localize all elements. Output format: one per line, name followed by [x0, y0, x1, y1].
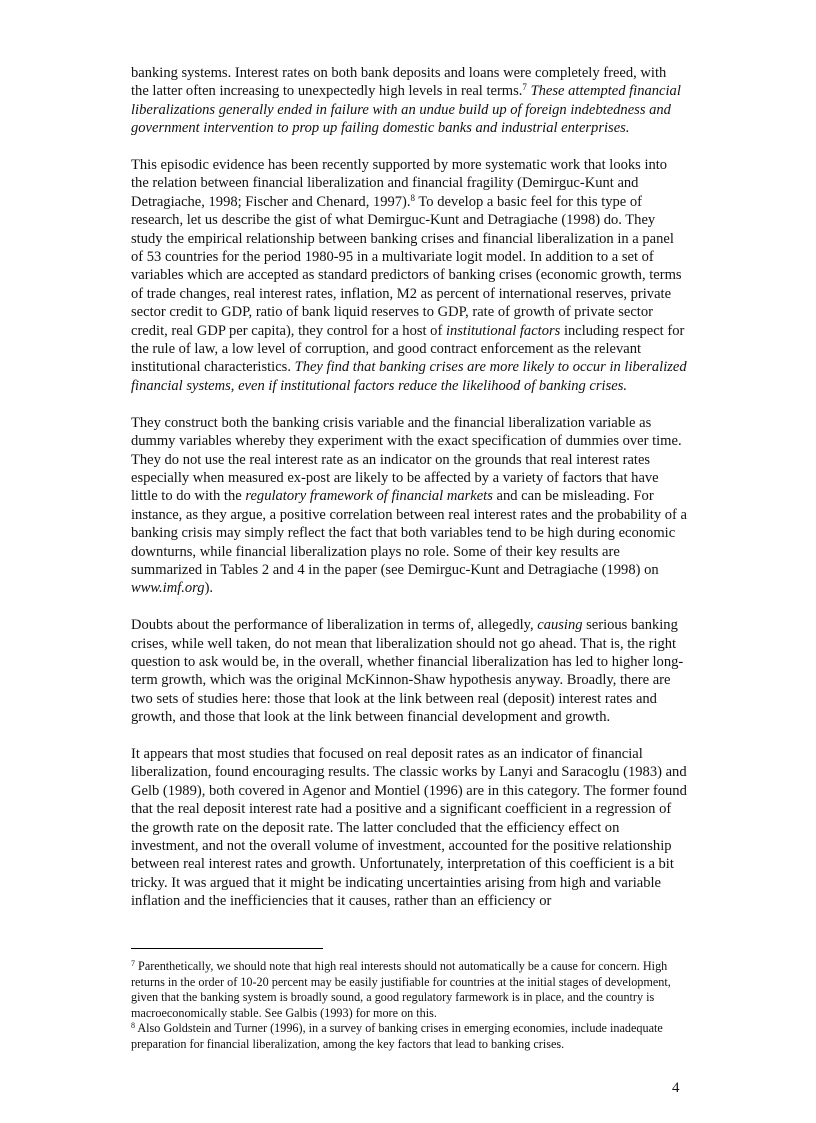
text-run: They construct both the banking crisis variable and the financial liberalization variable as dummy variables whereby they experiment with the exact specification of dummies over time. They do not use the real interest rate as an indicator on the grounds that real interest rates especially when measured ex-post are likely to be affected by a variety of factors that have little to do with the: [131, 414, 682, 505]
emphasis-text: These attempted financial liberalizations generally ended in failure with an undue build up of foreign indebtedness and government intervention to prop up failing domestic banks and industrial enterprises.: [131, 83, 681, 137]
footnote-separator: [131, 948, 323, 949]
emphasis-text: regulatory framework of financial markets: [245, 488, 493, 505]
footnote-text: Parenthetically, we should note that high real interests should not automatically be a cause for concern. High returns in the order of 10-20 percent may be easily justifiable for countries at the initial stages of development, given that the banking system is broadly sound, a good regulatory farmework is in place, and the country is macroeconomically stable. See Galbis (1993) for more on this.: [131, 959, 671, 1020]
footnote-7: [131, 959, 687, 1021]
text-run: serious banking crises, while well taken, do not mean that liberalization should not go ahead. That is, the right question to ask would be, in the overall, whether financial liberalization has led to higher long-term growth, which was the original McKinnon-Shaw hypothesis anyway. Broadly, there are two sets of studies here: those that look at the link between real (deposit) interest rates and growth, and those that look at the link between financial development and growth.: [131, 617, 684, 726]
text-run: banking systems. Interest rates on both bank deposits and loans were completely freed, with the latter often increasing to unexpectedly high levels in real terms.: [131, 65, 667, 100]
page-number: 4: [672, 1080, 680, 1096]
paragraph: [131, 745, 687, 911]
text-run: including respect for the rule of law, a low level of corruption, and good contract enforcement as the relevant institutional characteristics.: [131, 322, 685, 376]
paragraph: [131, 64, 687, 138]
text-run: Doubts about the performance of liberalization in terms of, allegedly,: [131, 617, 538, 634]
footnotes: [131, 959, 687, 1052]
paragraph: [131, 414, 687, 598]
footnote-number: 8: [131, 1021, 135, 1030]
paragraph: [131, 616, 687, 726]
text-run: To develop a basic feel for this type of research, let us describe the gist of what Demirguc-Kunt and Detragiache (1998) do. They study the empirical relationship between banking crises and financial liberalization in a panel of 53 countries for the period 1980-95 in a multivariate logit model. In addition to a set of variables which are accepted as standard predictors of banking crises (economic growth, terms of trade changes, real interest rates, inflation, M2 as percent of international reserves, private sector credit to GDP, ratio of bank liquid reserves to GDP, rate of growth of private sector credit, real GDP per capita), they control for a host of: [131, 193, 682, 339]
text-run: It appears that most studies that focused on real deposit rates as an indicator of financial liberalization, found encouraging results. The classic works by Lanyi and Saracoglu (1983) and Gelb (1989), both covered in Agenor and Montiel (1996) are in this category. The former found that the real deposit interest rate had a positive and a significant coefficient in a regression of the growth rate on the deposit rate. The latter concluded that the efficiency effect on investment, and not the overall volume of investment, accounted for the positive relationship between real interest rates and growth. Unfortunately, interpretation of this coefficient is a bit tricky. It was argued that it might be indicating uncertainties arising from high and variable inflation and the inefficiencies that it causes, rather than an efficiency or: [131, 745, 687, 910]
body-text: [131, 64, 687, 911]
emphasis-text: causing: [537, 617, 583, 634]
footnote-ref-8[interactable]: 8: [410, 192, 416, 203]
link-text[interactable]: www.imf.org: [131, 580, 205, 597]
text-run: and can be misleading. For instance, as they argue, a positive correlation between real interest rates and the probability of a banking crisis may simply reflect the fact that both variables tend to be high during economic downturns, while financial liberalization plays no role. Some of their key results are summarized in Tables 2 and 4 in the paper (see Demirguc-Kunt and Detragiache (1998) on: [131, 488, 687, 578]
emphasis-text: They find that banking crises are more likely to occur in liberalized financial systems, even if institutional factors reduce the likelihood of banking crises.: [131, 359, 687, 394]
footnote-number: 7: [131, 959, 135, 968]
emphasis-text: institutional factors: [445, 322, 561, 339]
footnote-text: Also Goldstein and Turner (1996), in a survey of banking crises in emerging economies, include inadequate preparation for financial liberalization, among the key factors that lead to banking crises.: [131, 1021, 663, 1051]
footnote-8: [131, 1021, 687, 1052]
text-run: ).: [204, 580, 214, 597]
text-run: This episodic evidence has been recently supported by more systematic work that looks into the relation between financial liberalization and financial fragility (Demirguc-Kunt and Detragiache, 1998; Fischer and Chenard, 1997).: [131, 157, 668, 210]
paragraph: [131, 156, 687, 395]
footnote-ref-7[interactable]: 7: [522, 82, 527, 93]
